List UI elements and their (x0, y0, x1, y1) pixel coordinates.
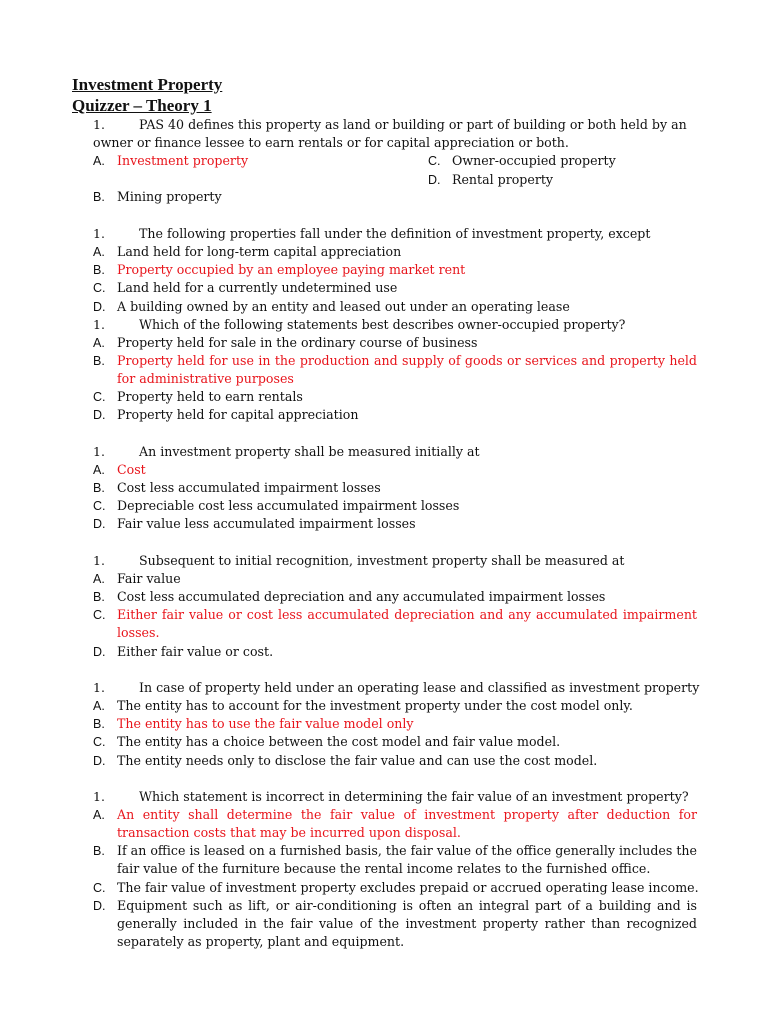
option-letter: B. (93, 590, 105, 604)
option-letter: C. (93, 608, 106, 622)
option-c: Land held for a currently undetermined use (117, 280, 398, 295)
option-letter: C. (428, 154, 441, 168)
option-letter: A. (93, 336, 105, 350)
option-letter: D. (93, 899, 106, 913)
option-letter: B. (93, 190, 105, 204)
option-c: Property held to earn rentals (117, 389, 303, 404)
option-c-correct: Either fair value or cost less accumulated depreciation and any accumulated impairment losses. (117, 607, 697, 641)
question-number: 1. (93, 117, 105, 132)
option-b-correct: Property held for use in the production and supply of goods or services and property held for administrative purposes (117, 353, 697, 387)
option-letter: D. (93, 408, 106, 422)
option-d: Property held for capital appreciation (117, 407, 359, 422)
option-d: Either fair value or cost. (117, 644, 274, 659)
option-a-correct: Investment property (117, 153, 249, 168)
option-b-correct: The entity has to use the fair value model only (117, 716, 414, 731)
option-letter: A. (93, 699, 105, 713)
option-letter: A. (93, 245, 105, 259)
option-letter: D. (93, 300, 106, 314)
option-c: The entity has a choice between the cost model and fair value model. (117, 734, 561, 749)
option-a-correct: An entity shall determine the fair value of investment property after deduction for transaction costs that may be incurred upon disposal. (117, 807, 697, 841)
option-b-correct: Property occupied by an employee paying market rent (117, 262, 466, 277)
option-d: The entity needs only to disclose the fair value and can use the cost model. (117, 753, 598, 768)
option-letter: B. (93, 844, 105, 858)
question-text: PAS 40 defines this property as land or building or part of building or both held by an (139, 117, 687, 132)
document-title: Investment Property (72, 75, 223, 94)
option-a: Land held for long-term capital appreciation (117, 244, 402, 259)
option-letter: B. (93, 481, 105, 495)
question-text: Which of the following statements best describes owner-occupied property? (139, 317, 626, 332)
option-c: The fair value of investment property excludes prepaid or accrued operating lease income. (117, 880, 699, 895)
option-letter: A. (93, 463, 105, 477)
option-b: Cost less accumulated impairment losses (117, 480, 381, 495)
option-letter: B. (93, 354, 105, 368)
question-number: 1. (93, 789, 105, 804)
question-text: In case of property held under an operating lease and classified as investment property (139, 680, 700, 695)
question-number: 1. (93, 317, 105, 332)
option-letter: C. (93, 881, 106, 895)
question-text: The following properties fall under the definition of investment property, except (139, 226, 651, 241)
option-b: If an office is leased on a furnished basis, the fair value of the office generally includes the fair value of the furniture because the rental income relates to the furnished office. (117, 843, 697, 877)
question-text: An investment property shall be measured initially at (139, 444, 480, 459)
option-letter: D. (93, 517, 106, 531)
option-letter: A. (93, 572, 105, 586)
option-letter: D. (93, 754, 106, 768)
option-letter: B. (93, 263, 105, 277)
option-d: Rental property (452, 172, 554, 187)
option-letter: C. (93, 390, 106, 404)
option-letter: C. (93, 281, 106, 295)
option-letter: C. (93, 499, 106, 513)
question-number: 1. (93, 680, 105, 695)
question-text: Which statement is incorrect in determining the fair value of an investment property? (139, 789, 689, 804)
option-d: Fair value less accumulated impairment losses (117, 516, 416, 531)
document-subtitle: Quizzer – Theory 1 (72, 96, 212, 115)
option-a: Property held for sale in the ordinary course of business (117, 335, 478, 350)
question-text: Subsequent to initial recognition, investment property shall be measured at (139, 553, 625, 568)
option-c: Depreciable cost less accumulated impairment losses (117, 498, 460, 513)
question-number: 1. (93, 226, 105, 241)
option-letter: C. (93, 735, 106, 749)
option-d: A building owned by an entity and leased out under an operating lease (117, 299, 570, 314)
option-b: Cost less accumulated depreciation and any accumulated impairment losses (117, 589, 606, 604)
option-a: Fair value (117, 571, 181, 586)
question-number: 1. (93, 444, 105, 459)
option-b: Mining property (117, 189, 222, 204)
option-a-correct: Cost (117, 462, 146, 477)
question-text-continued: owner or finance lessee to earn rentals or for capital appreciation or both. (93, 135, 569, 150)
option-a: The entity has to account for the investment property under the cost model only. (117, 698, 633, 713)
option-letter: D. (93, 645, 106, 659)
option-d: Equipment such as lift, or air-conditioning is often an integral part of a building and is generally included in the fair value of the investment property rather than recognized separately as property, plant and equipment. (117, 898, 697, 950)
option-letter: A. (93, 808, 105, 822)
option-c: Owner-occupied property (452, 153, 616, 168)
question-number: 1. (93, 553, 105, 568)
option-letter: D. (428, 173, 441, 187)
option-letter: B. (93, 717, 105, 731)
option-letter: A. (93, 154, 105, 168)
